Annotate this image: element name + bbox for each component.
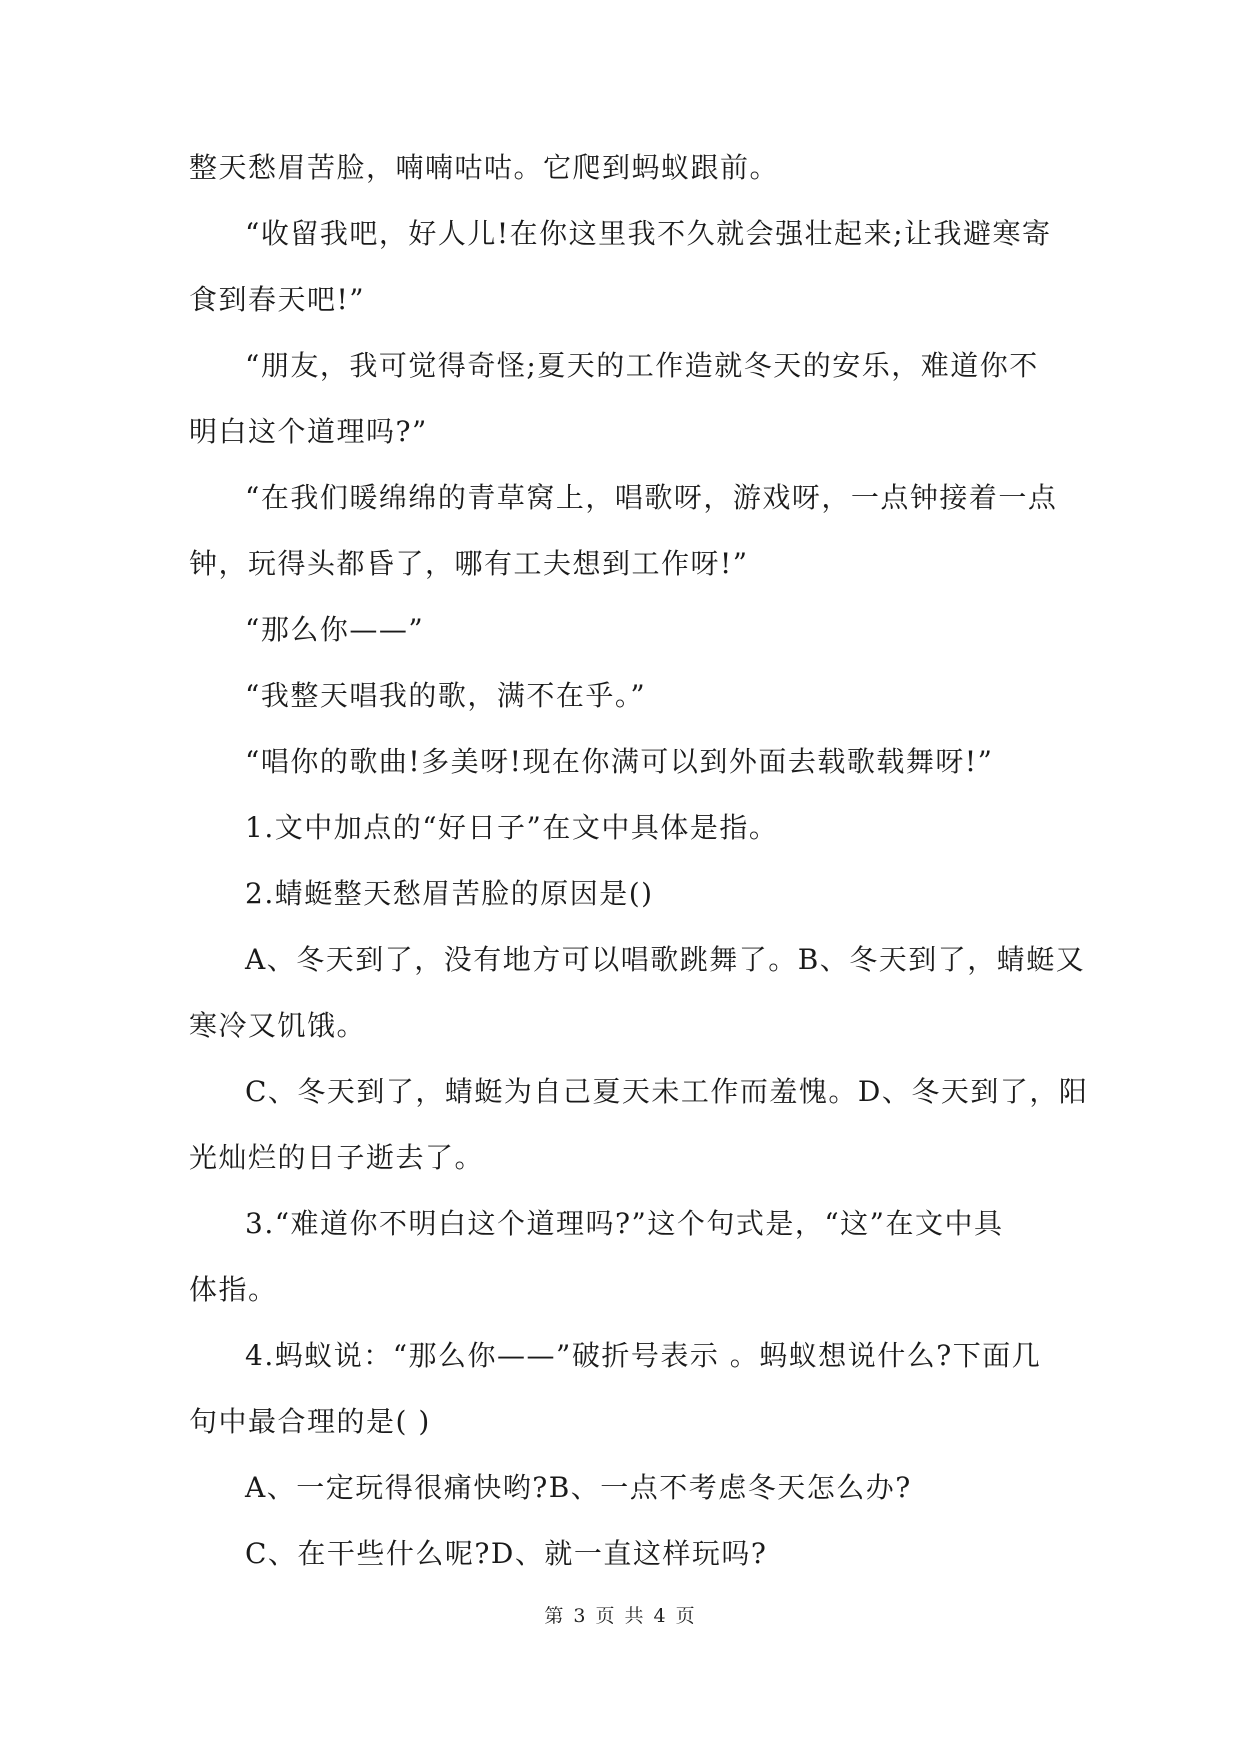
text-line-5: 明白这个道理吗?” bbox=[189, 415, 428, 448]
question-2: 2.蜻蜓整天愁眉苦脸的原因是() bbox=[245, 877, 654, 910]
text-line-1: 整天愁眉苦脸，喃喃咕咕。它爬到蚂蚁跟前。 bbox=[189, 151, 780, 184]
document-body bbox=[189, 148, 1089, 1574]
question-1: 1.文中加点的“好日子”在文中具体是指。 bbox=[245, 811, 779, 844]
text-line-3: 食到春天吧!” bbox=[189, 283, 366, 316]
text-line-7: 钟，玩得头都昏了，哪有工夫想到工作呀!” bbox=[189, 547, 749, 580]
question-4-option-cd: C、在干些什么呢?D、就一直这样玩吗? bbox=[245, 1537, 768, 1570]
text-line-9: “我整天唱我的歌，满不在乎。” bbox=[245, 679, 647, 712]
text-line-4: “朋友，我可觉得奇怪;夏天的工作造就冬天的安乐，难道你不 bbox=[245, 349, 1039, 382]
question-4: 4.蚂蚁说：“那么你——”破折号表示 。蚂蚁想说什么?下面几 bbox=[245, 1339, 1042, 1372]
question-2-option-ab-cont: 寒冷又饥饿。 bbox=[189, 1009, 367, 1042]
question-2-option-ab: A、冬天到了，没有地方可以唱歌跳舞了。B、冬天到了，蜻蜓又 bbox=[245, 943, 1086, 976]
text-line-2: “收留我吧，好人儿!在你这里我不久就会强壮起来;让我避寒寄 bbox=[245, 217, 1052, 250]
text-line-6: “在我们暖绵绵的青草窝上，唱歌呀，游戏呀，一点钟接着一点 bbox=[245, 481, 1058, 514]
question-4-option-ab: A、一定玩得很痛快哟?B、一点不考虑冬天怎么办? bbox=[245, 1471, 912, 1504]
text-line-8: “那么你——” bbox=[245, 613, 425, 646]
question-4-cont: 句中最合理的是( ) bbox=[189, 1405, 431, 1438]
question-3: 3.“难道你不明白这个道理吗?”这个句式是，“这”在文中具 bbox=[245, 1207, 1004, 1240]
page-footer: 第 3 页 共 4 页 bbox=[544, 1605, 697, 1627]
text-line-10: “唱你的歌曲!多美呀!现在你满可以到外面去载歌载舞呀!” bbox=[245, 745, 994, 778]
question-2-option-cd-cont: 光灿烂的日子逝去了。 bbox=[189, 1141, 485, 1174]
question-3-cont: 体指。 bbox=[189, 1273, 278, 1306]
question-2-option-cd: C、冬天到了，蜻蜓为自己夏天未工作而羞愧。D、冬天到了，阳 bbox=[245, 1075, 1089, 1108]
